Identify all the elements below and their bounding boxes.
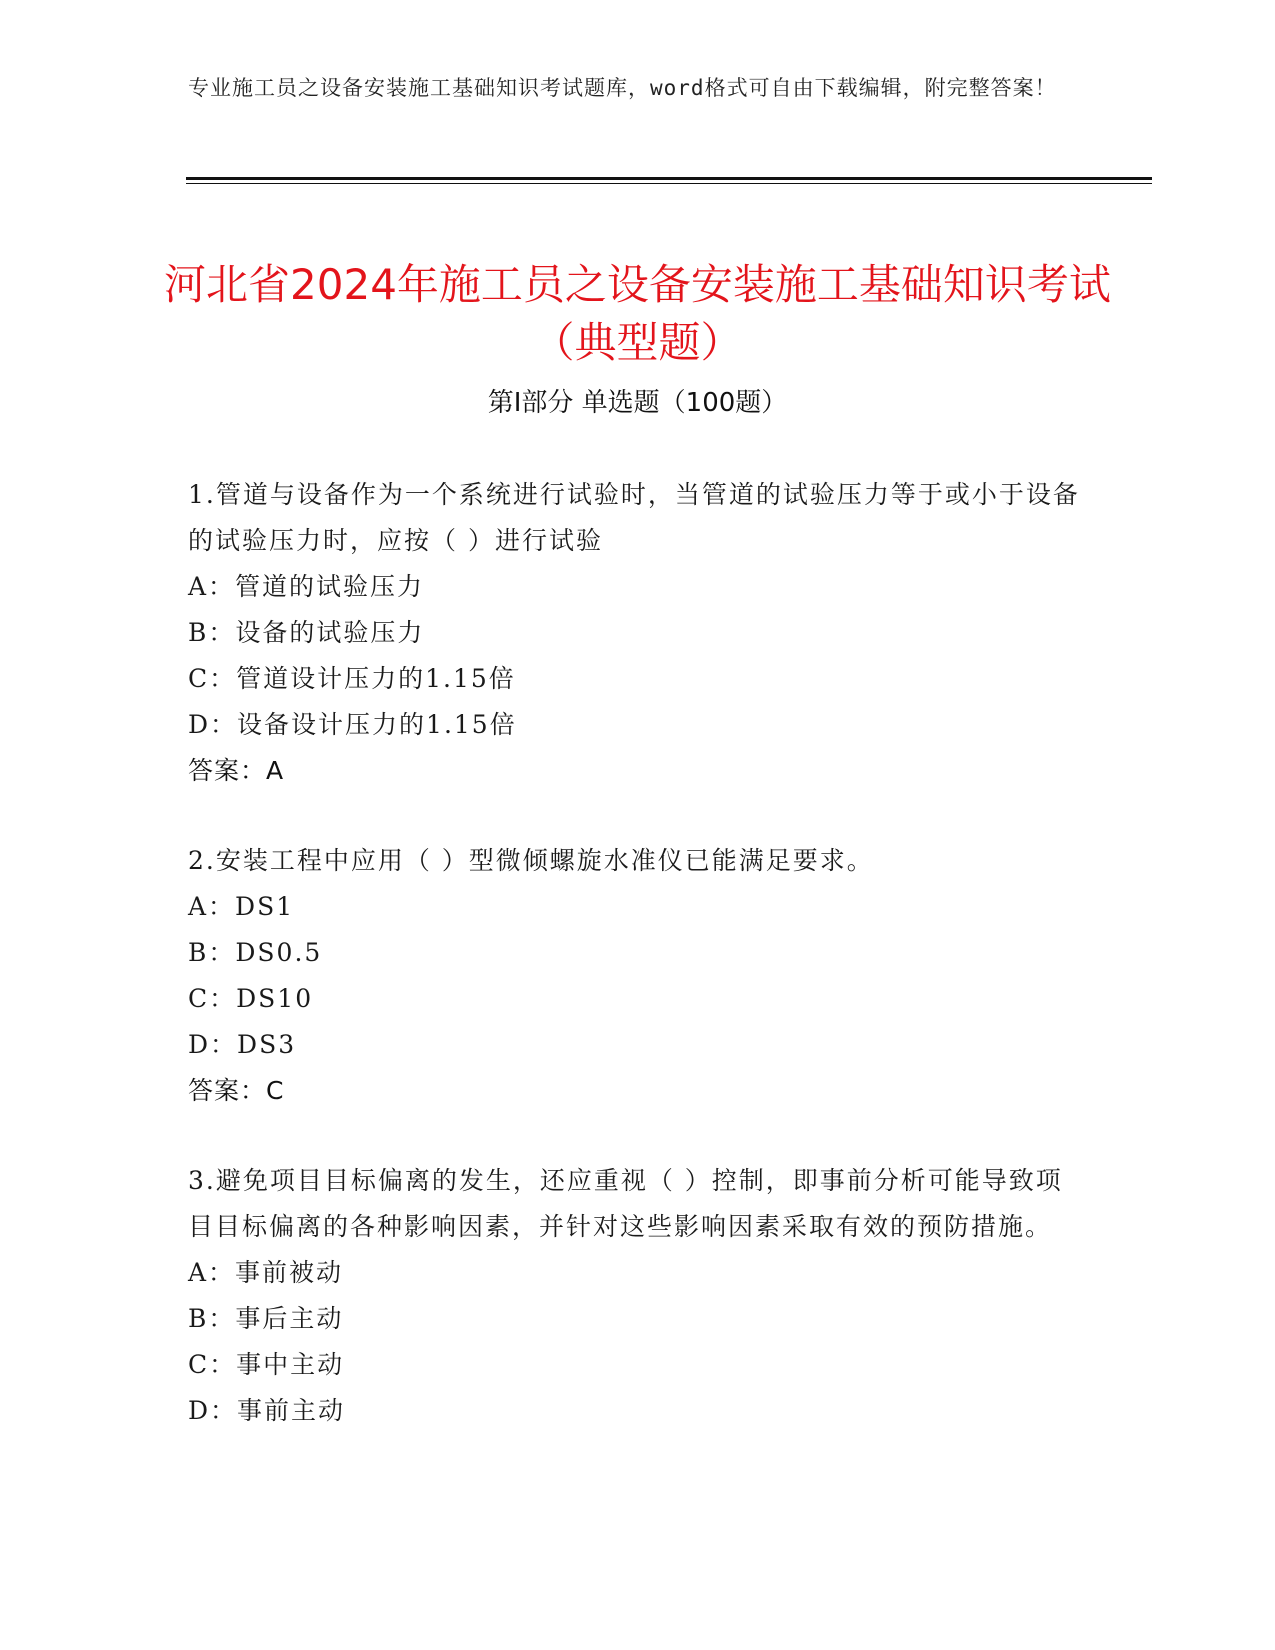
option-b: B：设备的试验压力 xyxy=(188,618,425,647)
option-d: D：设备设计压力的1.15倍 xyxy=(188,710,517,739)
header-divider-thin xyxy=(186,183,1152,184)
option-c: C：管道设计压力的1.15倍 xyxy=(188,664,516,693)
section-title: 第Ⅰ部分 单选题（100题） xyxy=(487,388,788,418)
question-list xyxy=(188,472,1088,1478)
option-d: D：DS3 xyxy=(188,1030,297,1059)
question-stem: 2.安装工程中应用（ ）型微倾螺旋水准仪已能满足要求。 xyxy=(188,846,874,875)
option-c: C：DS10 xyxy=(188,984,314,1013)
question-item-1 xyxy=(188,472,1088,794)
option-c: C：事中主动 xyxy=(188,1350,345,1379)
option-a: A：事前被动 xyxy=(188,1258,344,1287)
question-stem: 1.管道与设备作为一个系统进行试验时，当管道的试验压力等于或小于设备的试验压力时，应按（ ）进行试验 xyxy=(188,480,1080,555)
option-b: B：DS0.5 xyxy=(188,938,323,967)
option-b: B：事后主动 xyxy=(188,1304,344,1333)
option-a: A：管道的试验压力 xyxy=(188,572,425,601)
document-title: 河北省2024年施工员之设备安装施工基础知识考试（典型题） xyxy=(164,260,1111,368)
option-a: A：DS1 xyxy=(188,892,295,921)
question-item-2 xyxy=(188,838,1088,1114)
option-d: D：事前主动 xyxy=(188,1396,346,1425)
header-note: 专业施工员之设备安装施工基础知识考试题库，word格式可自由下载编辑，附完整答案！ xyxy=(188,76,1057,100)
question-item-3 xyxy=(188,1158,1088,1434)
answer-text: 答案：A xyxy=(188,756,285,785)
answer-text: 答案：C xyxy=(188,1076,285,1105)
question-stem: 3.避免项目目标偏离的发生，还应重视（ ）控制，即事前分析可能导致项目目标偏离的各种影响因素，并针对这些影响因素采取有效的预防措施。 xyxy=(188,1166,1063,1241)
header-divider-thick xyxy=(186,177,1152,180)
